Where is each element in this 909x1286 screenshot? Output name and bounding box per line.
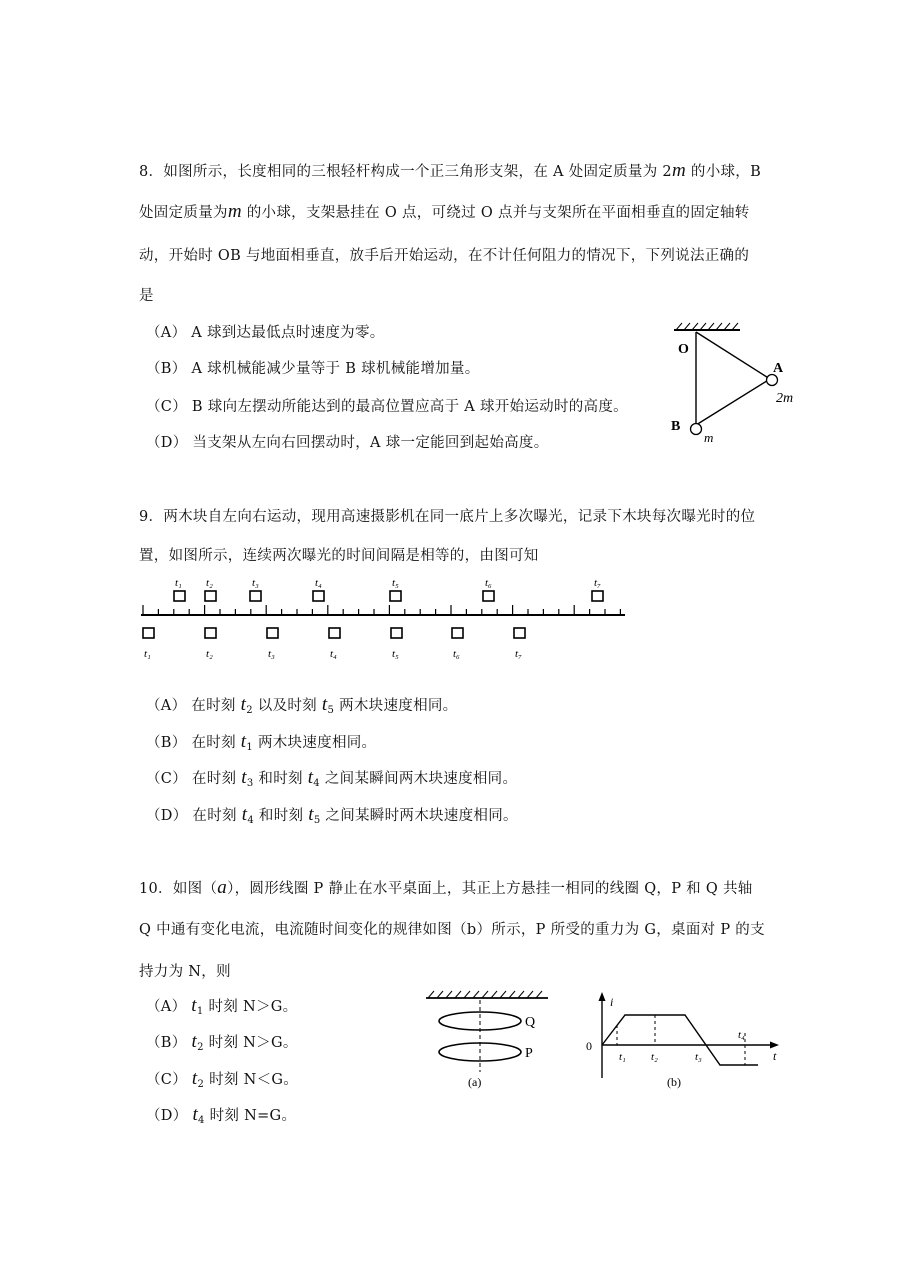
- q8-line-1: 8．如图所示，长度相同的三根轻杆构成一个正三角形支架，在 A 处固定质量为 2m 的小球，B: [139, 160, 762, 181]
- q10-current-graph: [580, 988, 785, 1096]
- q9-option-d: （D） 在时刻 $t_4$ 和时刻 $t_5$ 之间某瞬时两木块速度相同。: [146, 804, 518, 826]
- axis-label-i: i: [610, 995, 614, 1009]
- origin-label: 0: [586, 1039, 592, 1053]
- tick-t4: t₄: [738, 1029, 745, 1041]
- q9-option-a: （A） 在时刻 $t_2$ 以及时刻 $t_5$ 两木块速度相同。: [146, 694, 458, 716]
- q8-option-a: （A） A 球到达最低点时速度为零。: [146, 325, 385, 341]
- q10-option-d: （D） $t_4$ 时刻 N=G。: [146, 1104, 297, 1126]
- q9-option-c: （C） 在时刻 $t_3$ 和时刻 $t_4$ 之间某瞬间两木块速度相同。: [146, 767, 518, 789]
- q9-exposure-figure: [135, 570, 635, 662]
- q10-line-1: 10．如图（a），圆形线圈 P 静止在水平桌面上，其正上方悬挂一相同的线圈 Q，P 和 Q 共轴: [139, 877, 753, 898]
- q8-line-4: 是: [139, 288, 154, 304]
- label-a: A: [773, 361, 784, 376]
- q8-line-3: 动，开始时 OB 与地面相垂直，放手后开始运动，在不计任何阻力的情况下，下列说法正确的: [139, 248, 750, 264]
- top-label-t2: t₂: [206, 577, 213, 589]
- q9-line-2: 置，如图所示，连续两次曝光的时间间隔是相等的，由图可知: [139, 548, 539, 564]
- axis-label-t: t: [773, 1049, 777, 1063]
- bottom-label-t2: t₂: [206, 648, 213, 660]
- caption-a: (a): [468, 1075, 482, 1089]
- bottom-label-t7: t₇: [515, 648, 522, 660]
- ball-a: [767, 375, 778, 386]
- caption-b: (b): [667, 1075, 681, 1089]
- bottom-label-t4: t₄: [330, 648, 337, 660]
- q10-option-a: （A） $t_1$ 时刻 N＞G。: [146, 995, 298, 1017]
- q8-option-b: （B） A 球机械能减少量等于 B 球机械能增加量。: [146, 361, 480, 377]
- label-p: P: [525, 1046, 533, 1061]
- q8-triangle-figure: [660, 318, 810, 453]
- label-m: m: [704, 430, 714, 445]
- top-label-t4: t₄: [315, 577, 322, 589]
- q8-option-d: （D） 当支架从左向右回摆动时，A 球一定能回到起始高度。: [146, 435, 549, 451]
- q10-line-3: 持力为 N，则: [139, 964, 231, 980]
- ball-b: [691, 424, 702, 435]
- top-label-t1: t₁: [175, 577, 182, 589]
- bottom-label-t3: t₃: [268, 648, 275, 660]
- top-label-t3: t₃: [252, 577, 259, 589]
- q10-line-2: Q 中通有变化电流，电流随时间变化的规律如图（b）所示，P 所受的重力为 G，桌面对 P 的支: [139, 922, 765, 938]
- bottom-label-t6: t₆: [453, 648, 460, 660]
- top-label-t6: t₆: [485, 577, 492, 589]
- label-2m: 2m: [776, 391, 794, 406]
- tick-t2: t₂: [651, 1051, 658, 1063]
- q10-option-b: （B） $t_2$ 时刻 N＞G。: [146, 1031, 298, 1053]
- q9-option-b: （B） 在时刻 $t_1$ 两木块速度相同。: [146, 731, 377, 753]
- label-b: B: [671, 419, 681, 434]
- tick-t3: t₃: [695, 1051, 702, 1063]
- label-q: Q: [525, 1015, 536, 1030]
- bottom-label-t1: t₁: [144, 648, 151, 660]
- tick-t1: t₁: [619, 1051, 626, 1063]
- q8-option-c: （C） B 球向左摆动所能达到的最高位置应高于 A 球开始运动时的高度。: [146, 399, 628, 415]
- q10-option-c: （C） $t_2$ 时刻 N＜G。: [146, 1068, 299, 1090]
- q10-coils-figure: [420, 988, 560, 1093]
- top-label-t5: t₅: [392, 577, 399, 589]
- label-o: O: [678, 342, 689, 357]
- bottom-label-t5: t₅: [392, 648, 399, 660]
- top-label-t7: t₇: [594, 577, 601, 589]
- q8-line-2: 处固定质量为m 的小球，支架悬挂在 O 点，可绕过 O 点并与支架所在平面相垂直的固定轴转: [139, 201, 750, 222]
- q9-line-1: 9．两木块自左向右运动，现用高速摄影机在同一底片上多次曝光，记录下木块每次曝光时的位: [139, 509, 756, 525]
